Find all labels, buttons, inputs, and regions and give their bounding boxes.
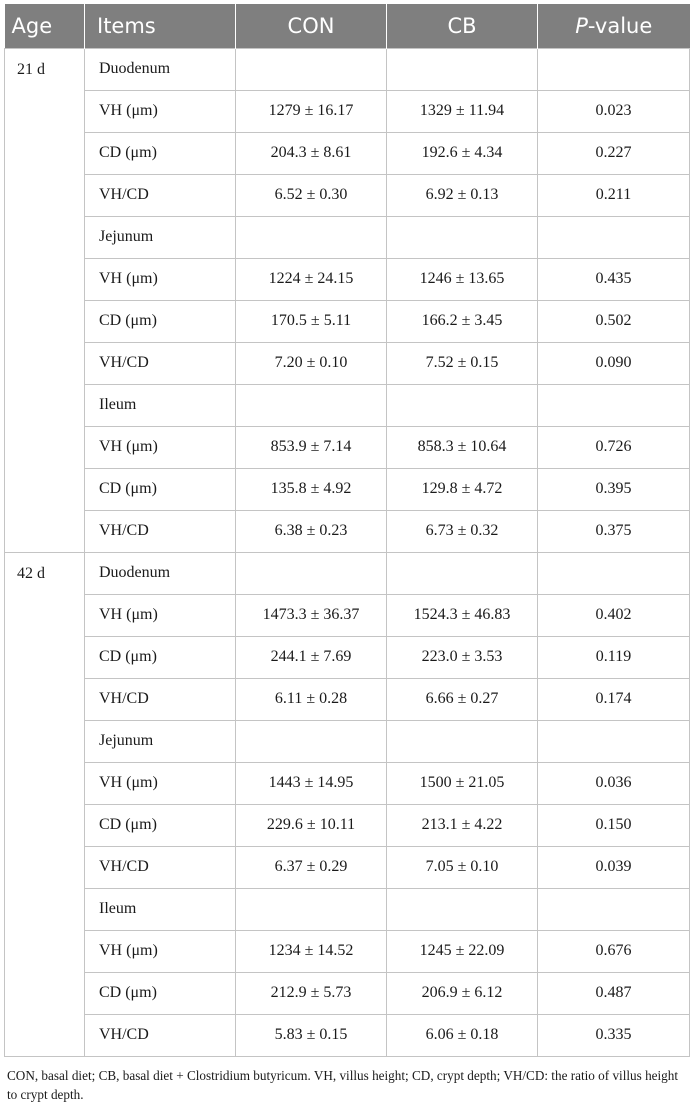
empty-cell xyxy=(538,48,690,90)
group-row xyxy=(5,48,690,90)
item-cell: CD (μm) xyxy=(85,300,236,342)
item-cell: VH/CD xyxy=(85,510,236,552)
item-cell: VH (μm) xyxy=(85,426,236,468)
p-value-cell: 0.023 xyxy=(538,90,690,132)
header-row xyxy=(5,4,690,48)
table-row xyxy=(5,762,690,804)
p-value-cell: 0.395 xyxy=(538,468,690,510)
item-cell: VH/CD xyxy=(85,1014,236,1056)
con-cell: 6.52 ± 0.30 xyxy=(236,174,387,216)
empty-cell xyxy=(387,384,538,426)
empty-cell xyxy=(236,552,387,594)
item-cell: VH (μm) xyxy=(85,930,236,972)
empty-cell xyxy=(236,720,387,762)
empty-cell xyxy=(236,384,387,426)
item-cell: VH (μm) xyxy=(85,90,236,132)
empty-cell xyxy=(236,48,387,90)
p-value-cell: 0.402 xyxy=(538,594,690,636)
con-cell: 6.38 ± 0.23 xyxy=(236,510,387,552)
empty-cell xyxy=(387,216,538,258)
empty-cell xyxy=(538,216,690,258)
group-label: Jejunum xyxy=(85,720,236,762)
empty-cell xyxy=(538,384,690,426)
empty-cell xyxy=(387,552,538,594)
item-cell: CD (μm) xyxy=(85,132,236,174)
p-value-cell: 0.335 xyxy=(538,1014,690,1056)
header-items: Items xyxy=(85,4,236,48)
con-cell: 853.9 ± 7.14 xyxy=(236,426,387,468)
p-value-cell: 0.036 xyxy=(538,762,690,804)
p-value-cell: 0.375 xyxy=(538,510,690,552)
group-label: Duodenum xyxy=(85,48,236,90)
empty-cell xyxy=(236,216,387,258)
con-cell: 135.8 ± 4.92 xyxy=(236,468,387,510)
group-label: Duodenum xyxy=(85,552,236,594)
item-cell: VH (μm) xyxy=(85,258,236,300)
table-row xyxy=(5,174,690,216)
table-row xyxy=(5,678,690,720)
table-row xyxy=(5,300,690,342)
item-cell: VH/CD xyxy=(85,342,236,384)
p-value-cell: 0.174 xyxy=(538,678,690,720)
group-label: Ileum xyxy=(85,384,236,426)
p-value-cell: 0.119 xyxy=(538,636,690,678)
table-row xyxy=(5,636,690,678)
cb-cell: 1500 ± 21.05 xyxy=(387,762,538,804)
item-cell: VH/CD xyxy=(85,846,236,888)
table-row xyxy=(5,972,690,1014)
con-cell: 1234 ± 14.52 xyxy=(236,930,387,972)
con-cell: 1224 ± 24.15 xyxy=(236,258,387,300)
table-row xyxy=(5,342,690,384)
header-p-value xyxy=(538,4,690,48)
p-value-cell: 0.227 xyxy=(538,132,690,174)
group-row xyxy=(5,552,690,594)
header-p-italic: P xyxy=(575,13,588,38)
p-value-cell: 0.090 xyxy=(538,342,690,384)
con-cell: 6.37 ± 0.29 xyxy=(236,846,387,888)
cb-cell: 129.8 ± 4.72 xyxy=(387,468,538,510)
table-row xyxy=(5,846,690,888)
table-row xyxy=(5,258,690,300)
cb-cell: 1246 ± 13.65 xyxy=(387,258,538,300)
cb-cell: 1245 ± 22.09 xyxy=(387,930,538,972)
con-cell: 244.1 ± 7.69 xyxy=(236,636,387,678)
item-cell: VH/CD xyxy=(85,174,236,216)
item-cell: CD (μm) xyxy=(85,468,236,510)
empty-cell xyxy=(538,552,690,594)
cb-cell: 223.0 ± 3.53 xyxy=(387,636,538,678)
item-cell: CD (μm) xyxy=(85,636,236,678)
group-row xyxy=(5,888,690,930)
empty-cell xyxy=(236,888,387,930)
table-row xyxy=(5,930,690,972)
cb-cell: 206.9 ± 6.12 xyxy=(387,972,538,1014)
group-label: Ileum xyxy=(85,888,236,930)
table-row xyxy=(5,1014,690,1056)
group-row xyxy=(5,216,690,258)
con-cell: 1279 ± 16.17 xyxy=(236,90,387,132)
con-cell: 5.83 ± 0.15 xyxy=(236,1014,387,1056)
p-value-cell: 0.039 xyxy=(538,846,690,888)
cb-cell: 7.52 ± 0.15 xyxy=(387,342,538,384)
table-footnote: CON, basal diet; CB, basal diet + Clostridium butyricum. VH, villus height; CD, crypt depth; VH/CD: the ratio of villus height to crypt depth. xyxy=(7,1067,679,1102)
header-cb: CB xyxy=(387,4,538,48)
header-con: CON xyxy=(236,4,387,48)
table-row xyxy=(5,804,690,846)
item-cell: VH/CD xyxy=(85,678,236,720)
empty-cell xyxy=(387,48,538,90)
age-cell: 42 d xyxy=(5,552,85,1056)
group-row xyxy=(5,720,690,762)
table-row xyxy=(5,426,690,468)
con-cell: 1473.3 ± 36.37 xyxy=(236,594,387,636)
empty-cell xyxy=(387,888,538,930)
con-cell: 7.20 ± 0.10 xyxy=(236,342,387,384)
cb-cell: 192.6 ± 4.34 xyxy=(387,132,538,174)
cb-cell: 6.06 ± 0.18 xyxy=(387,1014,538,1056)
empty-cell xyxy=(538,888,690,930)
con-cell: 204.3 ± 8.61 xyxy=(236,132,387,174)
table-body xyxy=(5,48,690,1056)
empty-cell xyxy=(387,720,538,762)
cb-cell: 858.3 ± 10.64 xyxy=(387,426,538,468)
con-cell: 170.5 ± 5.11 xyxy=(236,300,387,342)
table-row xyxy=(5,468,690,510)
con-cell: 229.6 ± 10.11 xyxy=(236,804,387,846)
cb-cell: 6.92 ± 0.13 xyxy=(387,174,538,216)
age-cell: 21 d xyxy=(5,48,85,552)
table-row xyxy=(5,594,690,636)
table-row xyxy=(5,132,690,174)
header-p-rest: -value xyxy=(587,13,653,38)
p-value-cell: 0.502 xyxy=(538,300,690,342)
p-value-cell: 0.435 xyxy=(538,258,690,300)
item-cell: CD (μm) xyxy=(85,972,236,1014)
con-cell: 212.9 ± 5.73 xyxy=(236,972,387,1014)
header-age: Age xyxy=(11,13,53,38)
p-value-cell: 0.726 xyxy=(538,426,690,468)
item-cell: VH (μm) xyxy=(85,762,236,804)
cb-cell: 6.73 ± 0.32 xyxy=(387,510,538,552)
cb-cell: 213.1 ± 4.22 xyxy=(387,804,538,846)
table-header xyxy=(5,4,690,48)
cb-cell: 6.66 ± 0.27 xyxy=(387,678,538,720)
empty-cell xyxy=(538,720,690,762)
group-row xyxy=(5,384,690,426)
cb-cell: 7.05 ± 0.10 xyxy=(387,846,538,888)
table-row xyxy=(5,90,690,132)
p-value-cell: 0.676 xyxy=(538,930,690,972)
data-table xyxy=(4,4,690,1057)
document-page xyxy=(4,4,689,1104)
item-cell: VH (μm) xyxy=(85,594,236,636)
table-row xyxy=(5,510,690,552)
con-cell: 1443 ± 14.95 xyxy=(236,762,387,804)
p-value-cell: 0.150 xyxy=(538,804,690,846)
con-cell: 6.11 ± 0.28 xyxy=(236,678,387,720)
cb-cell: 166.2 ± 3.45 xyxy=(387,300,538,342)
cb-cell: 1329 ± 11.94 xyxy=(387,90,538,132)
group-label: Jejunum xyxy=(85,216,236,258)
p-value-cell: 0.211 xyxy=(538,174,690,216)
p-value-cell: 0.487 xyxy=(538,972,690,1014)
item-cell: CD (μm) xyxy=(85,804,236,846)
cb-cell: 1524.3 ± 46.83 xyxy=(387,594,538,636)
